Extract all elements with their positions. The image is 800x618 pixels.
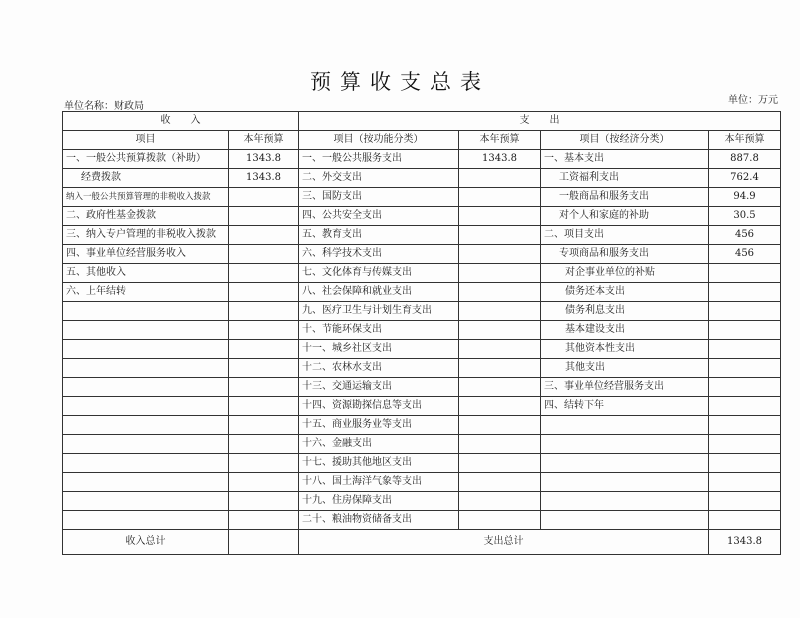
table-row (63, 207, 781, 226)
economic-budget-cell (709, 283, 781, 302)
economic-item-cell (541, 511, 709, 530)
income-item-cell: 三、纳入专户管理的非税收入拨款 (63, 226, 229, 245)
economic-budget-cell (709, 302, 781, 321)
economic-item-cell: 债务利息支出 (541, 302, 709, 321)
function-item-cell: 十六、金融支出 (299, 435, 459, 454)
function-budget-cell (459, 454, 541, 473)
function-item-cell: 五、教育支出 (299, 226, 459, 245)
economic-budget-cell (709, 340, 781, 359)
table-row (63, 511, 781, 530)
economic-item-cell: 一般商品和服务支出 (541, 188, 709, 207)
income-budget-cell (229, 283, 299, 302)
function-item-cell: 十一、城乡社区支出 (299, 340, 459, 359)
function-budget-cell (459, 169, 541, 188)
income-budget-cell (229, 302, 299, 321)
function-budget-cell (459, 492, 541, 511)
economic-item-cell (541, 435, 709, 454)
income-item-cell: 五、其他收入 (63, 264, 229, 283)
economic-budget-cell (709, 454, 781, 473)
economic-item-cell: 其他支出 (541, 359, 709, 378)
function-budget-cell (459, 473, 541, 492)
economic-item-cell: 二、项目支出 (541, 226, 709, 245)
table-row (63, 188, 781, 207)
table-row (63, 283, 781, 302)
income-item-cell: 纳入一般公共预算管理的非税收入拨款 (63, 188, 229, 207)
table-row (63, 473, 781, 492)
function-budget-cell (459, 340, 541, 359)
income-budget-cell (229, 188, 299, 207)
function-item-cell: 一、一般公共服务支出 (299, 150, 459, 169)
economic-budget-cell (709, 435, 781, 454)
income-item-cell (63, 359, 229, 378)
function-item-cell: 十八、国土海洋气象等支出 (299, 473, 459, 492)
economic-budget-cell (709, 473, 781, 492)
income-budget-cell (229, 226, 299, 245)
table-row (63, 340, 781, 359)
table-row (63, 454, 781, 473)
economic-budget-cell: 94.9 (709, 188, 781, 207)
function-item-cell: 六、科学技术支出 (299, 245, 459, 264)
function-budget-cell (459, 359, 541, 378)
income-item-cell (63, 511, 229, 530)
table-row (63, 378, 781, 397)
function-budget-cell (459, 264, 541, 283)
economic-budget-cell (709, 416, 781, 435)
function-budget-cell (459, 302, 541, 321)
economic-item-cell: 对企事业单位的补贴 (541, 264, 709, 283)
economic-item-cell: 其他资本性支出 (541, 340, 709, 359)
function-item-cell: 八、社会保障和就业支出 (299, 283, 459, 302)
function-item-cell: 十五、商业服务业等支出 (299, 416, 459, 435)
income-budget-cell (229, 245, 299, 264)
table-row (63, 245, 781, 264)
function-item-cell: 十四、资源勘探信息等支出 (299, 397, 459, 416)
economic-item-cell (541, 416, 709, 435)
function-item-cell: 十七、援助其他地区支出 (299, 454, 459, 473)
income-item-cell: 六、上年结转 (63, 283, 229, 302)
economic-budget-cell: 762.4 (709, 169, 781, 188)
income-item-cell (63, 340, 229, 359)
function-budget-cell (459, 378, 541, 397)
expense-section-header: 支 出 (299, 112, 781, 131)
function-item-cell: 十三、交通运输支出 (299, 378, 459, 397)
function-budget-cell (459, 283, 541, 302)
function-item-cell: 十、节能环保支出 (299, 321, 459, 340)
unit-measure: 单位：万元 (728, 95, 778, 106)
income-budget-cell (229, 492, 299, 511)
economic-budget-cell: 30.5 (709, 207, 781, 226)
expense-total-label: 支出总计 (299, 530, 709, 555)
function-item-cell: 十二、农林水支出 (299, 359, 459, 378)
economic-budget-cell (709, 378, 781, 397)
function-budget-cell (459, 188, 541, 207)
income-item-cell (63, 492, 229, 511)
table-row (63, 264, 781, 283)
function-budget-cell (459, 511, 541, 530)
economic-budget-cell (709, 359, 781, 378)
expense-total-amount: 1343.8 (709, 530, 781, 555)
income-item-cell (63, 435, 229, 454)
income-budget-cell (229, 321, 299, 340)
function-item-cell: 九、医疗卫生与计划生育支出 (299, 302, 459, 321)
income-item-cell: 经费拨款 (63, 169, 229, 188)
table-row (63, 169, 781, 188)
income-item-cell (63, 473, 229, 492)
economic-item-cell: 对个人和家庭的补助 (541, 207, 709, 226)
table-row (63, 302, 781, 321)
function-budget-cell: 1343.8 (459, 150, 541, 169)
economic-item-cell: 工资福利支出 (541, 169, 709, 188)
economic-budget-cell: 887.8 (709, 150, 781, 169)
function-budget-cell (459, 245, 541, 264)
function-budget-cell (459, 321, 541, 340)
economic-item-header: 项目（按经济分类） (541, 131, 709, 150)
income-budget-cell (229, 264, 299, 283)
income-total-amount (229, 530, 299, 555)
function-item-cell: 二十、粮油物资储备支出 (299, 511, 459, 530)
income-item-cell (63, 397, 229, 416)
income-total-label: 收入总计 (63, 530, 229, 555)
income-item-cell: 四、事业单位经营服务收入 (63, 245, 229, 264)
table-row (63, 150, 781, 169)
function-budget-cell (459, 397, 541, 416)
income-budget-cell: 1343.8 (229, 150, 299, 169)
income-budget-cell (229, 378, 299, 397)
table-row (63, 321, 781, 340)
income-budget-cell (229, 454, 299, 473)
economic-item-cell: 基本建设支出 (541, 321, 709, 340)
economic-item-cell (541, 492, 709, 511)
income-item-cell: 一、一般公共预算拨款（补助） (63, 150, 229, 169)
economic-item-cell: 一、基本支出 (541, 150, 709, 169)
function-item-cell: 七、文化体育与传媒支出 (299, 264, 459, 283)
table-row (63, 435, 781, 454)
income-budget-cell: 1343.8 (229, 169, 299, 188)
budget-table-container (62, 111, 780, 547)
economic-budget-cell: 456 (709, 226, 781, 245)
table-row (63, 416, 781, 435)
table-row (63, 492, 781, 511)
income-budget-cell (229, 473, 299, 492)
budget-summary-table (62, 111, 781, 555)
economic-budget-cell: 456 (709, 245, 781, 264)
economic-item-cell (541, 473, 709, 492)
economic-budget-cell (709, 511, 781, 530)
function-budget-cell (459, 416, 541, 435)
function-budget-cell (459, 226, 541, 245)
table-row (63, 226, 781, 245)
economic-budget-cell (709, 492, 781, 511)
income-item-cell (63, 378, 229, 397)
income-item-cell (63, 321, 229, 340)
economic-item-cell: 四、结转下年 (541, 397, 709, 416)
function-item-cell: 十九、住房保障支出 (299, 492, 459, 511)
income-item-cell: 二、政府性基金拨款 (63, 207, 229, 226)
economic-budget-cell (709, 264, 781, 283)
income-item-cell (63, 416, 229, 435)
income-item-cell (63, 454, 229, 473)
income-budget-cell (229, 397, 299, 416)
table-row (63, 397, 781, 416)
economic-item-cell: 三、事业单位经营服务支出 (541, 378, 709, 397)
income-budget-cell (229, 359, 299, 378)
income-budget-cell (229, 416, 299, 435)
income-section-header: 收 入 (63, 112, 299, 131)
economic-budget-header: 本年预算 (709, 131, 781, 150)
function-item-header: 项目（按功能分类） (299, 131, 459, 150)
economic-item-cell: 专项商品和服务支出 (541, 245, 709, 264)
function-item-cell: 四、公共安全支出 (299, 207, 459, 226)
income-budget-cell (229, 435, 299, 454)
function-budget-cell (459, 207, 541, 226)
income-item-cell (63, 302, 229, 321)
table-row (63, 359, 781, 378)
income-item-header: 项目 (63, 131, 229, 150)
economic-budget-cell (709, 321, 781, 340)
economic-item-cell: 债务还本支出 (541, 283, 709, 302)
income-budget-cell (229, 340, 299, 359)
function-budget-cell (459, 435, 541, 454)
economic-item-cell (541, 454, 709, 473)
function-budget-header: 本年预算 (459, 131, 541, 150)
table-body (63, 150, 781, 530)
function-item-cell: 三、国防支出 (299, 188, 459, 207)
unit-name: 单位名称：财政局 (64, 101, 144, 112)
income-budget-header: 本年预算 (229, 131, 299, 150)
income-budget-cell (229, 511, 299, 530)
income-budget-cell (229, 207, 299, 226)
economic-budget-cell (709, 397, 781, 416)
document-title: 预算收支总表 (310, 70, 490, 94)
function-item-cell: 二、外交支出 (299, 169, 459, 188)
